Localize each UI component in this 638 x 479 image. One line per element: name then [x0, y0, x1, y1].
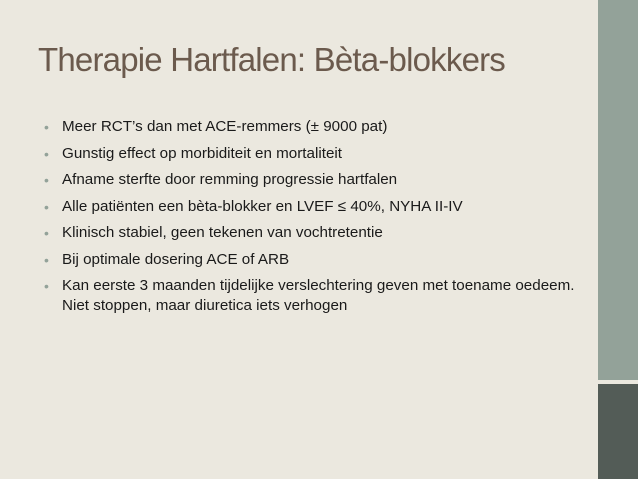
accent-bar-top	[598, 0, 638, 380]
bullet-marker-icon: •	[44, 198, 49, 215]
bullet-item	[44, 250, 584, 270]
bullet-item	[44, 144, 584, 164]
slide-title: Therapie Hartfalen: Bèta-blokkers	[38, 41, 506, 78]
bullet-text: Gunstig effect op morbiditeit en mortaliteit	[62, 144, 342, 162]
bullet-marker-icon: •	[44, 251, 49, 268]
bullet-item	[44, 276, 584, 316]
bullet-marker-icon: •	[44, 145, 49, 162]
bullet-marker-icon: •	[44, 278, 49, 294]
bullet-marker-icon: •	[44, 119, 49, 135]
bullet-text: Meer RCT’s dan met ACE-remmers (± 9000 pat)	[62, 118, 388, 135]
bullet-text: Afname sterfte door remming progressie hartfalen	[62, 171, 398, 188]
bullet-text: Kan eerste 3 maanden tijdelijke verslechtering geven met toename oedeem. Niet stoppen, maar diuretica iets verhogen	[62, 277, 575, 314]
accent-bar-bottom	[598, 384, 638, 479]
bullet-marker-icon: •	[44, 172, 49, 188]
bullet-item	[44, 223, 584, 243]
bullet-marker-icon: •	[44, 225, 49, 241]
bullet-list	[44, 117, 584, 323]
bullet-item	[44, 117, 584, 137]
bullet-text: Alle patiënten een bèta-blokker en LVEF ≤ 40%, NYHA II-IV	[62, 197, 463, 215]
bullet-text: Bij optimale dosering ACE of ARB	[62, 250, 290, 268]
bullet-text: Klinisch stabiel, geen tekenen van vochtretentie	[62, 224, 383, 241]
bullet-item	[44, 170, 584, 190]
bullet-item	[44, 197, 584, 217]
